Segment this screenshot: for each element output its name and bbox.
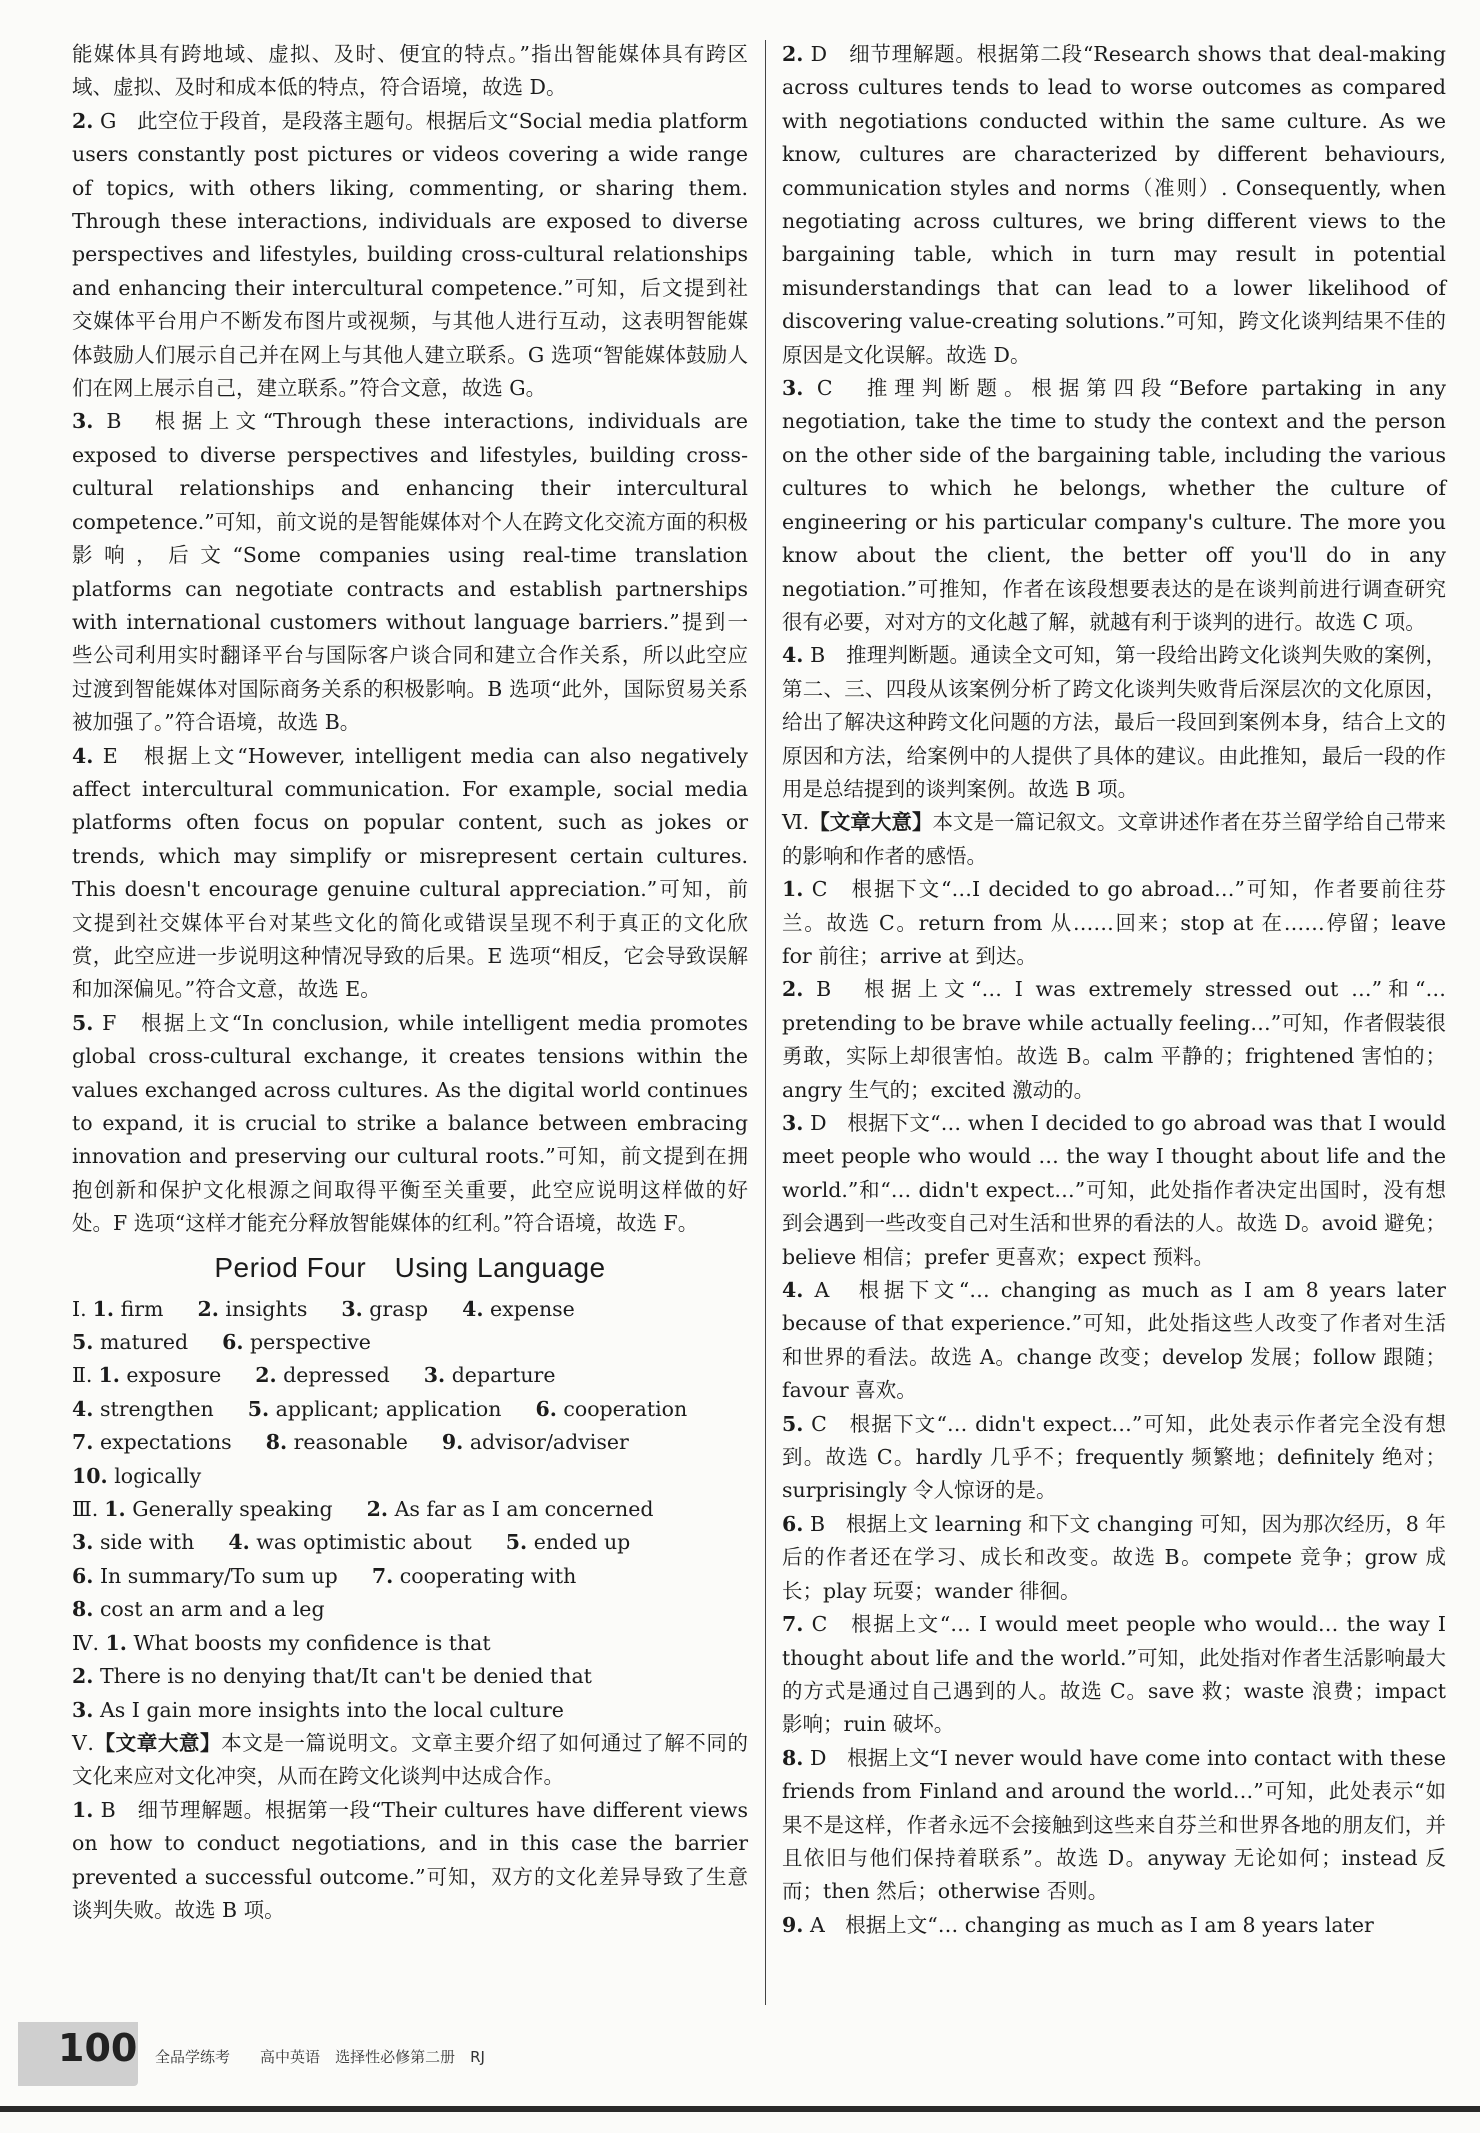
footer-series: 全品学练考 (155, 2048, 231, 2066)
answer-paragraph: 8. D 根据上文“I never would have come into contact with these friends from Finland and around the world…”可知，此处表示“如果不是这样，作者永远不会接触到这些来自芬兰和世界各地的朋友们，并且依旧与他们保持着联系”。故选 D。anyway 无论如何；instead 反而；then 然后；otherwise 否则。 (782, 1745, 1446, 1904)
footer-book-info (155, 2046, 485, 2067)
section-5-summary: Ⅴ.【文章大意】本文是一篇说明文。文章主要介绍了如何通过了解不同的文化来应对文化冲突，从而在跨文化谈判中达成合作。 (72, 1730, 749, 1789)
answer-paragraph: 5. F 根据上文“In conclusion, while intelligent media promotes global cross-cultural exchange, it creates tensions within the values exchanged across cultures. As the digital world continues to expand, it is crucial to strike a balance between embracing innovation and preserving our cultural roots.”可知，前文提到在拥抱创新和保护文化根源之间取得平衡至关重要，此空应说明这样做的好处。F 选项“这样才能充分释放智能媒体的红利。”符合语境，故选 F。 (72, 1010, 748, 1236)
answer-paragraph: 2. G 此空位于段首，是段落主题句。根据后文“Social media platform users constantly post pictures or videos covering a wide range of topics, with others liking, commenting, or sharing them. Through these interactions, individuals are exposed to diverse perspectives and lifestyles, building cross-cultural relationships and enhancing their intercultural competence.”可知，后文提到社交媒体平台用户不断发布图片或视频，与其他人进行互动，这表明智能媒体鼓励人们展示自己并在网上与其他人建立联系。G 选项“智能媒体鼓励人们在网上展示自己，建立联系。”符合文意，故选 G。 (72, 108, 748, 401)
right-column (782, 38, 1446, 1942)
left-column (72, 38, 748, 1927)
answer-paragraph: 2. D 细节理解题。根据第二段“Research shows that deal-making across cultures tends to lead to worse outcomes as compared with negotiations conducted within the same culture. As we know, cultures are characterized by different behaviours, communication styles and norms（准则）. Consequently, when negotiating across cultures, we bring different views to the bargaining table, which in turn may result in potential misunderstandings that can lead to a lower likelihood of discovering value-creating solutions.”可知，跨文化谈判结果不佳的原因是文化误解。故选 D。 (782, 42, 1446, 367)
page-number: 100 (58, 2026, 138, 2070)
page-number-tab (18, 2022, 138, 2086)
answer-paragraph: 5. C 根据下文“… didn't expect…”可知，此处表示作者完全没有想到。故选 C。hardly 几乎不；frequently 频繁地；definitely 绝对；surprisingly 令人惊讶的是。 (782, 1411, 1446, 1503)
section-6-summary: Ⅵ.【文章大意】本文是一篇记叙文。文章讲述作者在芬兰留学给自己带来的影响和作者的感悟。 (782, 810, 1447, 868)
answers-section-4: Ⅳ. 1. What boosts my confidence is that 2. There is no denying that/It can't be denied that 3. As I gain more insights into the local culture (72, 1630, 592, 1722)
answer-paragraph: 3. C 推理判断题。根据第四段“Before partaking in any negotiation, take the time to study the context and the person on the other side of the bargaining table, including the various cultures to which he belongs, whether the culture of engineering or his particular company's culture. The more you know about the client, the better off you'll do in any negotiation.”可推知，作者在该段想要表达的是在谈判前进行调查研究很有必要，对对方的文化越了解，就越有利于谈判的进行。故选 C 项。 (782, 376, 1446, 634)
answers-section-3: Ⅲ. 1. Generally speaking 2. As far as I am concerned 3. side with 4. was optimistic about 5. ended up 6. In summary/To sum up 7. cooperating with 8. cost an arm and a leg (72, 1497, 654, 1622)
footer-rule (0, 2106, 1480, 2112)
answer-paragraph: 能媒体具有跨地域、虚拟、及时、便宜的特点。”指出智能媒体具有跨区域、虚拟、及时和成本低的特点，符合语境，故选 D。 (72, 42, 748, 100)
answer-paragraph: 3. D 根据下文“… when I decided to go abroad was that I would meet people who would … the way I thought about life and the world.”和“… didn't expect…”可知，此处指作者决定出国时，没有想到会遇到一些改变自己对生活和世界的看法的人。故选 D。avoid 避免；believe 相信；prefer 更喜欢；expect 预料。 (782, 1111, 1446, 1269)
answer-paragraph: 2. B 根据上文“… I was extremely stressed out …”和“… pretending to be brave while actually feeling…”可知，作者假装很勇敢，实际上却很害怕。故选 B。calm 平静的；frightened 害怕的；angry 生气的；excited 激动的。 (782, 977, 1446, 1102)
answer-paragraph: 4. A 根据下文“… changing as much as I am 8 years later because of that experience.”可知，此处指这些人改变了作者对生活和世界的看法。故选 A。change 改变；develop 发展；follow 跟随；favour 喜欢。 (782, 1278, 1446, 1403)
answers-section-2: Ⅱ. 1. exposure 2. depressed 3. departure 4. strengthen 5. applicant; application 6. cooperation 7. expectations 8. reasonable 9. advisor/adviser 10. logically (72, 1363, 688, 1488)
answers-section-1: Ⅰ. 1. firm 2. insights 3. grasp 4. expense 5. matured 6. perspective (72, 1296, 575, 1355)
answer-paragraph: 4. B 推理判断题。通读全文可知，第一段给出跨文化谈判失败的案例，第二、三、四段从该案例分析了跨文化谈判失败背后深层次的文化原因，给出了解决这种跨文化问题的方法，最后一段回到案例本身，结合上文的原因和方法，给案例中的人提供了具体的建议。由此推知，最后一段的作用是总结提到的谈判案例。故选 B 项。 (782, 643, 1446, 801)
footer-book: 选择性必修第二册 (335, 2048, 456, 2066)
footer-edition: RJ (470, 2048, 485, 2066)
answer-paragraph: 3. B 根据上文“Through these interactions, individuals are exposed to diverse perspectives and lifestyles, building cross-cultural relationships and enhancing their intercultural competence.”可知，前文说的是智能媒体对个人在跨文化交流方面的积极影响，后文“Some companies using real-time translation platforms can negotiate contracts and establish partnerships with international customers without language barriers.”提到一些公司利用实时翻译平台与国际客户谈合同和建立合作关系，所以此空应过渡到智能媒体对国际商务关系的积极影响。B 选项“此外，国际贸易关系被加强了。”符合语境，故选 B。 (72, 409, 748, 735)
answer-paragraph: 1. C 根据下文“…I decided to go abroad…”可知，作者要前往芬兰。故选 C。return from 从……回来；stop at 在……停留；leave for 前往；arrive at 到达。 (782, 877, 1446, 968)
column-divider (765, 40, 766, 2005)
answer-paragraph: 7. C 根据上文“… I would meet people who would… the way I thought about life and the world.”可知，此处指对作者生活影响最大的方式是通过自己遇到的人。故选 C。save 救；waste 浪费；impact 影响；ruin 破坏。 (782, 1612, 1446, 1737)
page-footer (0, 2022, 1480, 2092)
answer-paragraph: 4. E 根据上文“However, intelligent media can also negatively affect intercultural communication. For example, social media platforms often focus on popular content, such as jokes or trends, which may simplify or misrepresent certain cultures. This doesn't encourage genuine cultural appreciation.”可知，前文提到社交媒体平台对某些文化的简化或错误呈现不利于真正的文化欣赏，此空应进一步说明这种情况导致的后果。E 选项“相反，它会导致误解和加深偏见。”符合文意，故选 E。 (72, 743, 748, 1002)
answer-paragraph: 1. B 细节理解题。根据第一段“Their cultures have different views on how to conduct negotiations, and in this case the barrier prevented a successful outcome.”可知，双方的文化差异导致了生意谈判失败。故选 B 项。 (72, 1797, 748, 1922)
footer-subject: 高中英语 (260, 2048, 321, 2066)
answer-paragraph: 6. B 根据上文 learning 和下文 changing 可知，因为那次经历，8 年后的作者还在学习、成长和改变。故选 B。compete 竞争；grow 成长；play 玩耍；wander 徘徊。 (782, 1511, 1446, 1603)
answer-paragraph: 9. A 根据上文“… changing as much as I am 8 years later (782, 1912, 1374, 1937)
section-title: Period Four Using Language (214, 1251, 606, 1283)
